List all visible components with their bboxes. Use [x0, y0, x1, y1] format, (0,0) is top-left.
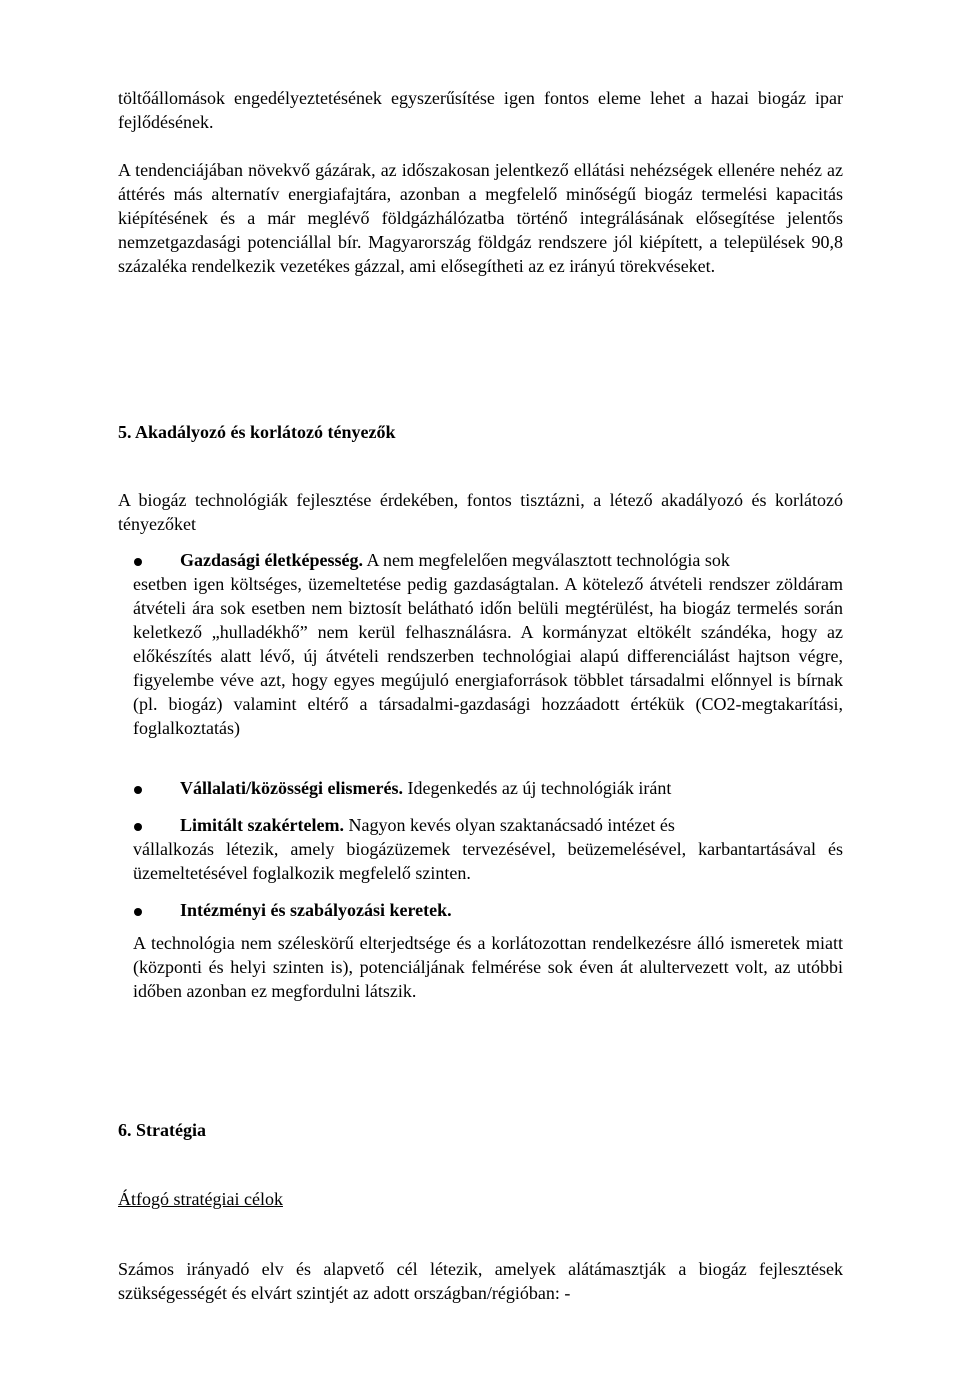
bullet-item-recognition: [180, 776, 843, 800]
bullet-icon: [134, 558, 142, 566]
paragraph-intro-1: töltőállomások engedélyeztetésének egyszerűsítése igen fontos eleme lehet a hazai biogáz ipar fejlődésének.: [118, 88, 843, 132]
bullet-item-economic-first-line: [180, 548, 843, 572]
bullet-item-institutional: [180, 898, 843, 922]
bullet-title: Limitált szakértelem.: [180, 815, 344, 835]
bullet-title: Intézményi és szabályozási keretek.: [180, 900, 452, 920]
bullet-icon: [134, 823, 142, 831]
bullet-item-institutional-text: A technológia nem széleskörű elterjedtsége és a korlátozottan rendelkezésre álló ismeretek miatt (központi és helyi szinten is), potenciáljának felmérése sok éven át alultervezett volt, az utóbbi időben azonban ez megfordulni látszik.: [133, 933, 843, 1001]
bullet-text: Idegenkedés az új technológiák iránt: [407, 778, 672, 798]
bullet-title: Gazdasági életképesség.: [180, 550, 363, 570]
section-6-heading: 6. Stratégia: [118, 1120, 206, 1140]
bullet-icon: [134, 908, 142, 916]
bullet-item-expertise-text: vállalkozás létezik, amely biogázüzemek tervezésével, beüzemelésével, karbantartásával és üzemeltetésével foglalkozik megfelelő szinten.: [133, 839, 843, 883]
bullet-icon: [134, 786, 142, 794]
section-5-intro: A biogáz technológiák fejlesztése érdekében, fontos tisztázni, a létező akadályozó és korlátozó tényezőket: [118, 490, 843, 534]
paragraph-intro-2: A tendenciájában növekvő gázárak, az időszakosan jelentkező ellátási nehézségek ellenére nehéz az áttérés más alternatív energiafajtára, azonban a megfelelő minőségű biogáz termelési kapacitás kiépítésének és a már meglévő földgázhálózatba történő integrálásának elősegítése jelentős nemzetgazdasági potenciállal bír. Magyarország földgáz rendszere jól kiépített, a települések 90,8 százaléka rendelkezik vezetékes gázzal, ami elősegítheti az ez irányú törekvéseket.: [118, 160, 843, 276]
bullet-title: Vállalati/közösségi elismerés.: [180, 778, 403, 798]
bullet-text: Nagyon kevés olyan szaktanácsadó intézet és: [348, 815, 675, 835]
bullet-item-economic-text: esetben igen költséges, üzemeltetése pedig gazdaságtalan. A kötelező átvételi rendszer zöldáram átvételi ára sok esetben nem biztosít belátható időn belüli megtérülést, ha biogáz termelés során keletkező „hulladékhő” nem kerül felhasználásra. A kormányzat eltökélt szándéka, hogy az előkészítés alatt lévő, új átvételi rendszerben technológiai alapú differenciálást hajtson végre, figyelembe véve azt, hogy egyes megújuló energiaforrások többlet társadalmi előnnyel is bírnak (pl. biogáz) valamint eltérő a társadalmi-gazdasági hozzáadott értékük (CO2-megtakarítási, foglalkoztatás): [133, 574, 843, 738]
section-6-paragraph: Számos irányadó elv és alapvető cél létezik, amelyek alátámasztják a biogáz fejlesztések szükségességét és elvárt szintjét az adott országban/régióban: -: [118, 1259, 843, 1303]
section-5-heading: 5. Akadályozó és korlátozó tényezők: [118, 422, 396, 442]
bullet-text: A nem megfelelően megválasztott technológia sok: [366, 550, 730, 570]
section-6-subheading: Átfogó stratégiai célok: [118, 1189, 283, 1209]
bullet-item-expertise-first-line: [180, 813, 843, 837]
